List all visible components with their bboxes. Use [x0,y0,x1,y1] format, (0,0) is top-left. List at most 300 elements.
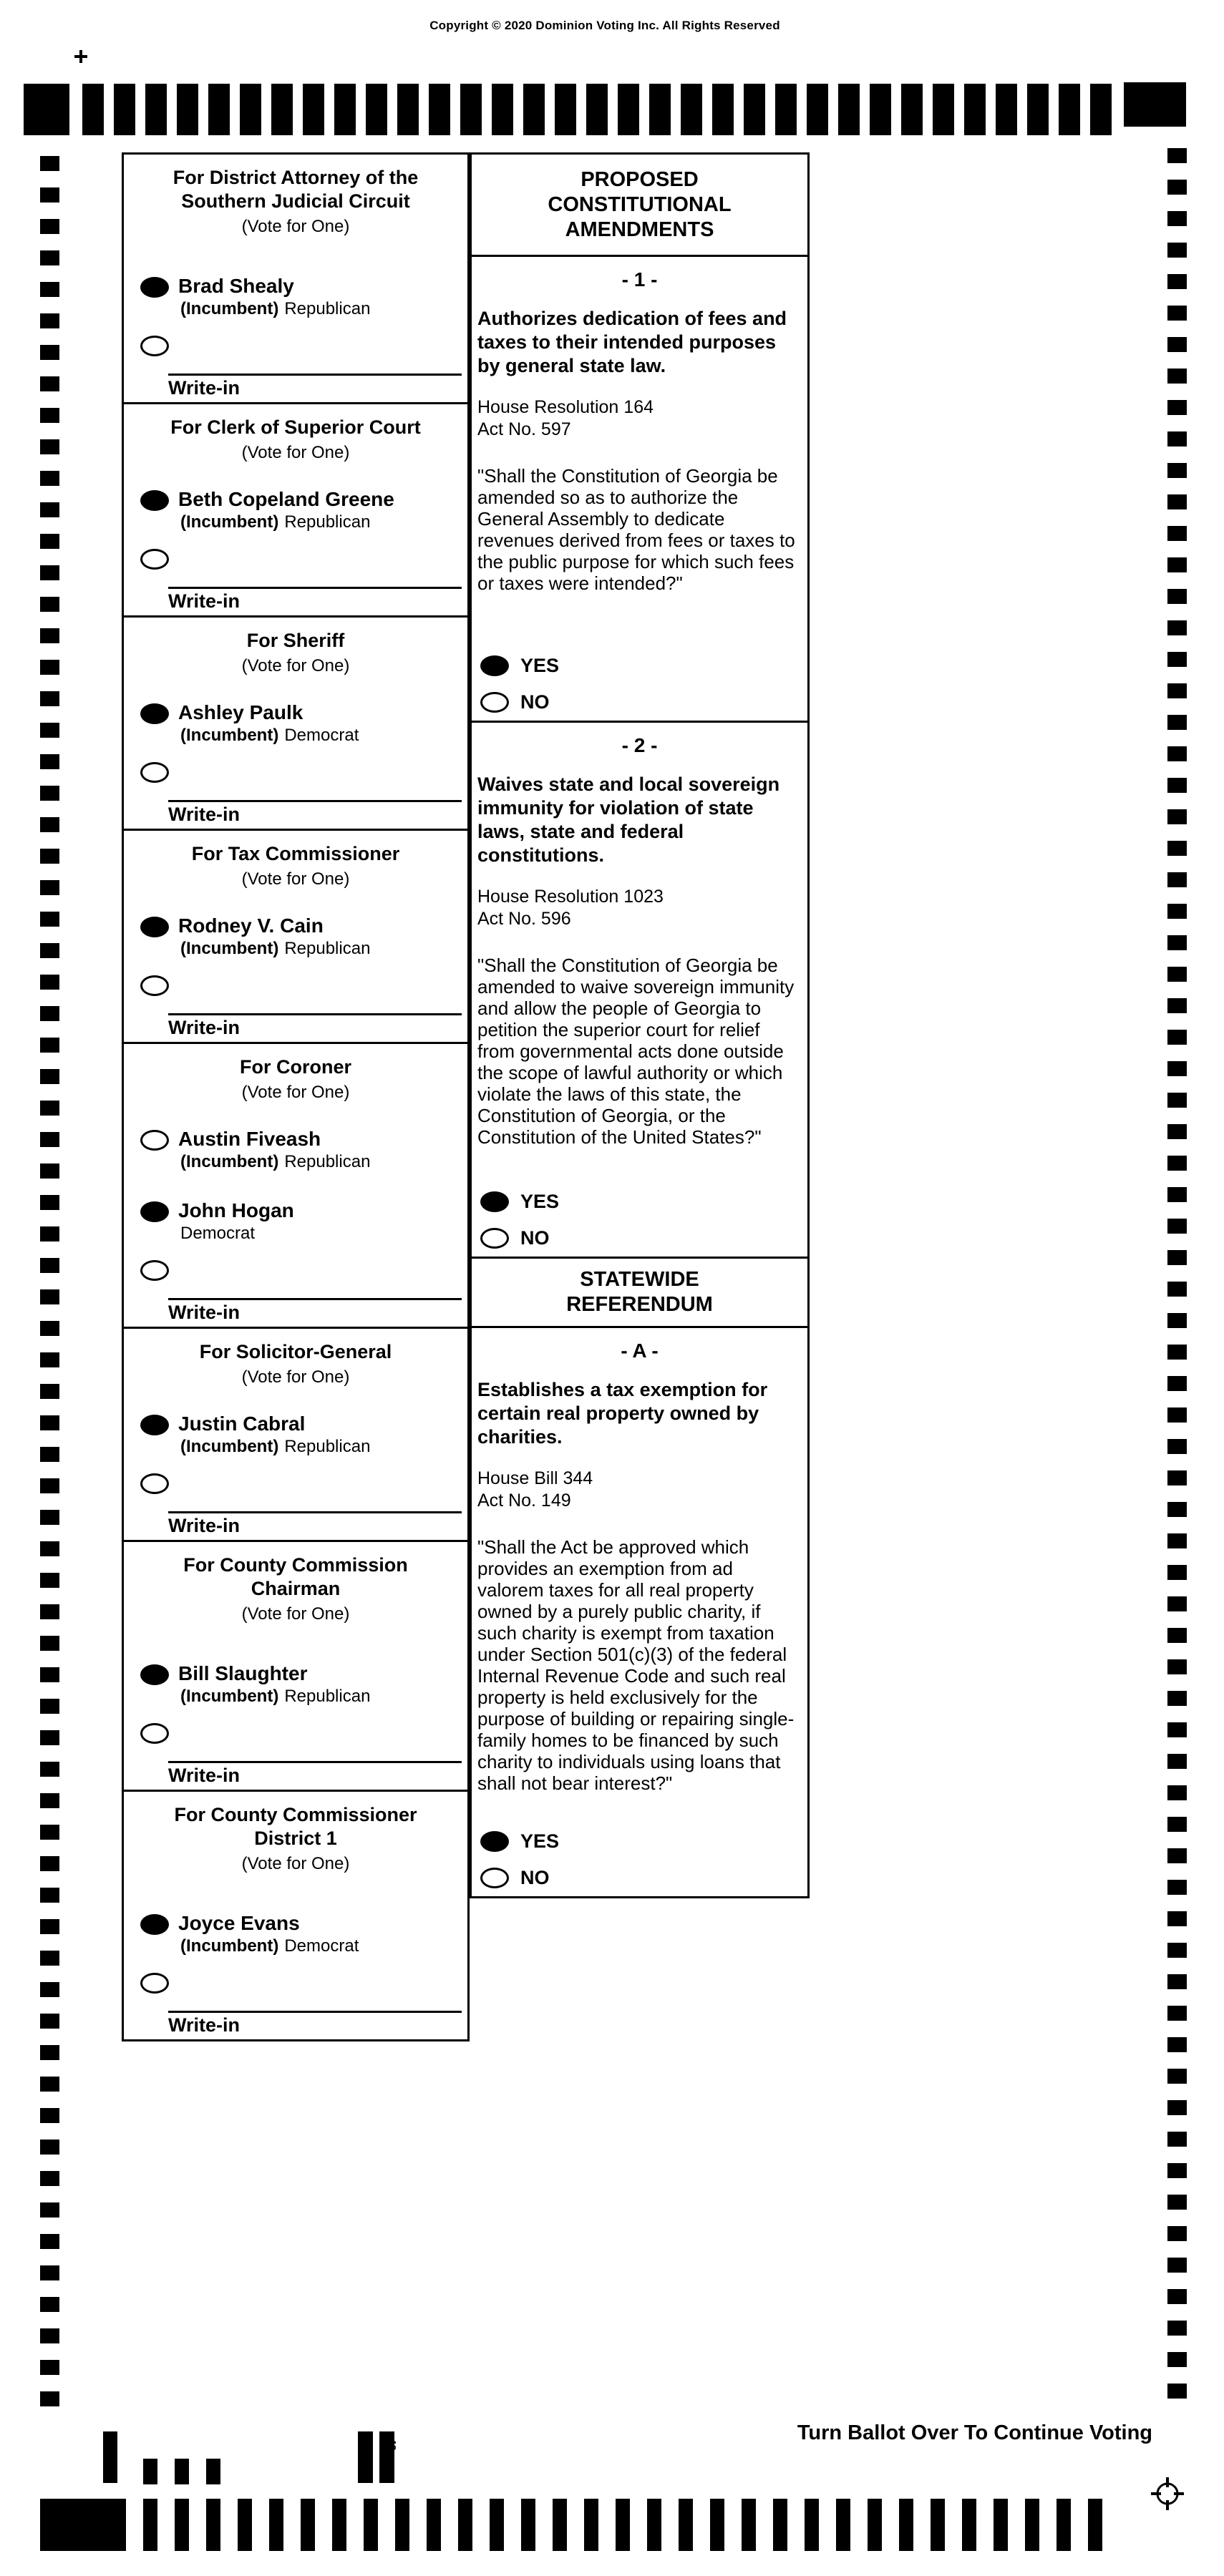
timing-mark [1167,337,1187,352]
candidate-oval[interactable] [140,1664,169,1685]
timing-mark [40,565,59,580]
timing-mark [40,219,59,234]
yes-label: YES [520,655,560,676]
measures-column [470,152,810,1898]
write-in-oval[interactable] [140,336,169,356]
write-in-oval[interactable] [140,1723,169,1744]
timing-mark [1167,526,1187,541]
timing-mark [40,754,59,769]
party-name: Republican [284,299,371,318]
measure-question: "Shall the Act be approved which provides an exemption from ad valorem taxes for all real property owned by a purely public charity, if such charity is exempt from taxation under Section 501(c)(3) of the federal Internal Revenue Code and such real property is held exclusively for the purpose of building or repairing single-family homes to be financed by such charity to individuals using loans that shall not bear interest?" [477,1536,795,1794]
candidate-list [124,1913,467,1984]
contest-title [124,1044,467,1079]
stub-code: 42 [386,2439,398,2451]
party-name: Republican [284,1437,371,1456]
timing-mark [618,84,639,135]
timing-mark [40,1415,59,1430]
timing-mark [208,84,230,135]
no-label: NO [520,1867,550,1888]
timing-mark [40,943,59,958]
party-name: Republican [284,1152,371,1171]
timing-mark [1167,1565,1187,1580]
write-in-area[interactable] [168,1013,462,1039]
candidate-info [178,1913,359,1956]
timing-mark [40,1352,59,1367]
timing-mark [1167,306,1187,321]
contest-title-line: Southern Judicial Circuit [181,190,410,212]
candidate-oval[interactable] [140,703,169,724]
authority-line: House Resolution 1023 [477,887,664,907]
timing-mark [40,2014,59,2029]
timing-mark [1167,1061,1187,1076]
timing-mark [1167,2069,1187,2084]
candidate-oval[interactable] [140,277,169,298]
timing-mark [1167,1502,1187,1517]
timing-mark [1167,1093,1187,1108]
timing-mark [40,2297,59,2312]
timing-mark [1167,1533,1187,1548]
timing-mark [238,2499,252,2551]
vote-for-instruction: (Vote for One) [241,1367,350,1387]
candidate-oval[interactable] [140,1914,169,1935]
candidate-list [124,702,467,774]
header-line: AMENDMENTS [565,218,714,241]
timing-mark [1167,2132,1187,2147]
candidate-info [178,702,359,745]
candidate-list [124,275,467,347]
no-oval[interactable] [480,1868,509,1888]
timing-mark [490,2499,504,2551]
candidate-party-line [180,513,394,532]
write-in-oval[interactable] [140,975,169,996]
candidate-name: Brad Shealy [178,275,294,297]
timing-mark [1167,1282,1187,1297]
timing-mark [40,723,59,738]
candidate-row [124,1128,467,1200]
candidate-name: Justin Cabral [178,1413,306,1435]
authority-line: House Resolution 164 [477,397,654,417]
timing-mark [40,786,59,801]
timing-mark [366,84,387,135]
candidate-info [178,1663,370,1706]
timing-mark [114,84,135,135]
timing-mark [1167,211,1187,226]
candidate-oval[interactable] [140,917,169,937]
party-name: Democrat [284,1936,359,1956]
timing-mark [1167,1817,1187,1832]
timing-mark [1167,180,1187,195]
timing-mark [40,880,59,895]
timing-mark [460,84,482,135]
timing-mark [1167,746,1187,761]
measure-question: "Shall the Constitution of Georgia be amended so as to authorize the General Assembly to dedicate revenues derived from fees or taxes to the public purpose for which such fees or taxes were intended?" [477,465,795,594]
measure-box [470,721,810,1259]
timing-mark [40,1101,59,1116]
write-in-label: Write-in [168,590,240,612]
candidate-oval[interactable] [140,1415,169,1435]
candidate-party-line [180,300,370,318]
timing-mark [1167,904,1187,919]
timing-mark [40,2202,59,2218]
write-in-label: Write-in [168,1515,240,1536]
timing-mark [523,84,545,135]
timing-mark [40,282,59,297]
candidate-info [178,275,370,318]
timing-mark [303,84,324,135]
contest-title-line: For County Commission [183,1554,408,1576]
timing-mark [40,2234,59,2249]
yes-oval[interactable] [480,1831,509,1852]
timing-mark [40,1636,59,1651]
party-name: Democrat [180,1224,256,1243]
incumbent-tag: (Incumbent) [180,939,279,958]
timing-mark [899,2499,913,2551]
write-in-area[interactable] [168,1761,462,1787]
candidate-oval[interactable] [140,1201,169,1222]
timing-mark [40,1919,59,1934]
candidate-info [178,1200,294,1243]
timing-mark [870,84,891,135]
authority-line: House Bill 344 [477,1468,593,1488]
authority-line: Act No. 596 [477,909,571,929]
timing-mark [82,84,104,135]
timing-mark [1167,1911,1187,1926]
timing-mark [175,2459,189,2484]
write-in-area[interactable] [168,374,462,399]
contest-title [124,404,467,439]
write-in-area[interactable] [168,1298,462,1324]
candidate-party-line [180,1687,370,1706]
timing-mark [40,1038,59,1053]
authority-line: Act No. 597 [477,419,571,439]
measure-authority [472,1449,807,1512]
timing-mark [206,2499,220,2551]
party-name: Republican [284,939,371,958]
timing-mark [1167,652,1187,667]
timing-mark [1167,998,1187,1013]
timing-mark [40,1604,59,1619]
candidate-oval[interactable] [140,1130,169,1151]
yes-no-choices [480,655,559,713]
contest-title [124,155,467,213]
contest-box [122,1540,470,1792]
no-row [480,1867,559,1889]
timing-mark [1167,1250,1187,1265]
candidate-list [124,489,467,560]
write-in-oval[interactable] [140,1973,169,1994]
write-in-area[interactable] [168,2011,462,2036]
timing-mark [649,84,671,135]
timing-mark [40,691,59,706]
timing-mark [1124,82,1186,127]
write-in-label: Write-in [168,804,240,825]
timing-mark [40,502,59,517]
timing-mark [40,439,59,454]
timing-mark [1167,715,1187,730]
contest-box [122,1327,470,1542]
contest-title-line: For County Commissioner [174,1804,417,1825]
timing-mark [744,84,765,135]
measure-summary: Establishes a tax exemption for certain real property owned by charities. [477,1379,768,1448]
timing-mark [24,84,69,135]
timing-mark [40,1510,59,1525]
candidate-list [124,1663,467,1735]
candidate-info [178,1413,370,1456]
timing-mark [40,1856,59,1871]
registration-plus-icon [74,50,87,63]
incumbent-tag: (Incumbent) [180,299,279,318]
measure-box [470,1326,810,1898]
timing-mark [1167,494,1187,509]
timing-mark [103,2431,117,2483]
candidate-party-line [180,1438,370,1456]
timing-mark [1167,1659,1187,1674]
timing-mark [1088,2499,1102,2551]
timing-mark [1167,557,1187,572]
timing-mark [586,84,608,135]
timing-mark [1167,872,1187,887]
timing-mark [996,84,1017,135]
write-in-area[interactable] [168,587,462,613]
timing-mark [1167,1407,1187,1423]
timing-mark [40,313,59,328]
timing-mark [1167,1124,1187,1139]
timing-mark [1167,2352,1187,2367]
measure-question: "Shall the Constitution of Georgia be amended to waive sovereign immunity and allow the people of Georgia to petition the superior court for relief from governmental acts done outside the scope of lawful authority or which violate the laws of this state, the Constitution of Georgia, or the Constitution of the United States?" [477,955,795,1148]
vote-for-instruction: (Vote for One) [241,217,350,236]
timing-mark [1167,1974,1187,1989]
timing-mark [40,1289,59,1304]
candidate-row [124,915,467,987]
write-in-label: Write-in [168,1765,240,1786]
timing-mark [584,2499,598,2551]
timing-mark [1167,809,1187,824]
vote-for-instruction: (Vote for One) [241,1083,350,1102]
measure-number: - 1 - [621,268,658,291]
incumbent-tag: (Incumbent) [180,512,279,532]
write-in-oval[interactable] [140,1473,169,1494]
timing-mark [521,2499,535,2551]
contest-title-line: For District Attorney of the [173,167,419,188]
timing-mark [301,2499,315,2551]
timing-mark [1025,2499,1039,2551]
candidate-name: Ashley Paulk [178,701,303,723]
timing-mark [1167,1187,1187,1202]
candidate-row [124,489,467,560]
candidate-party-line [180,1224,294,1243]
timing-mark [555,84,576,135]
measure-summary: Authorizes dedication of fees and taxes to their intended purposes by general state law. [477,308,787,376]
candidate-row [124,275,467,347]
write-in-label: Write-in [168,1302,240,1323]
timing-mark [553,2499,567,2551]
header-line: REFERENDUM [566,1293,713,1316]
timing-mark [1167,2163,1187,2178]
candidate-info [178,489,394,532]
contest-box [122,615,470,831]
timing-mark [40,1951,59,1966]
timing-mark [1167,1880,1187,1895]
timing-mark [40,534,59,549]
timing-mark [1167,1219,1187,1234]
write-in-oval[interactable] [140,762,169,783]
yes-label: YES [520,1191,560,1212]
timing-mark [40,912,59,927]
timing-mark [1167,1691,1187,1706]
timing-mark [206,2459,220,2484]
write-in-label: Write-in [168,2014,240,2036]
timing-mark [40,1132,59,1147]
incumbent-tag: (Incumbent) [180,1152,279,1171]
timing-mark [1167,243,1187,258]
write-in-area[interactable] [168,1511,462,1537]
no-oval[interactable] [480,1228,509,1249]
timing-mark [40,1384,59,1399]
timing-mark [1167,148,1187,163]
candidate-row [124,702,467,774]
timing-mark [1167,1754,1187,1769]
vote-for-instruction: (Vote for One) [241,1604,350,1624]
timing-mark [40,250,59,265]
timing-mark [40,849,59,864]
timing-mark [40,1541,59,1556]
timing-mark [1167,935,1187,950]
timing-mark [868,2499,882,2551]
candidate-list [124,1128,467,1272]
timing-mark [145,84,167,135]
candidate-party-line [180,940,370,958]
write-in-oval[interactable] [140,549,169,570]
measure-number: - A - [621,1340,659,1362]
yes-row [480,1191,559,1213]
timing-mark [805,2499,819,2551]
contest-title [124,1542,467,1601]
timing-mark [994,2499,1008,2551]
timing-mark [40,817,59,832]
timing-mark [40,628,59,643]
measure-number: - 2 - [621,734,658,756]
timing-mark [40,187,59,203]
timing-mark [1167,1345,1187,1360]
candidate-list [124,1413,467,1485]
contest-title-line: For Sheriff [246,630,345,651]
timing-mark [838,84,860,135]
contest-box [122,1790,470,2041]
timing-mark [962,2499,976,2551]
candidate-oval[interactable] [140,490,169,511]
candidate-row [124,1663,467,1735]
timing-mark [1167,1628,1187,1643]
timing-mark [40,376,59,391]
timing-mark [1167,589,1187,604]
measure-summary: Waives state and local sovereign immunity for violation of state laws, state and federal constitutions. [477,774,780,866]
timing-mark [40,2108,59,2123]
timing-mark [40,1069,59,1084]
vote-for-instruction: (Vote for One) [241,869,350,889]
amendments-header [470,152,810,257]
contest-box [122,402,470,618]
no-oval[interactable] [480,692,509,713]
timing-mark [775,84,797,135]
timing-mark [1167,2289,1187,2304]
measure-authority [472,378,807,441]
referendum-header [470,1257,810,1328]
timing-mark [40,1573,59,1588]
timing-mark [492,84,513,135]
timing-mark [1167,1439,1187,1454]
candidate-info [178,1128,370,1171]
yes-oval[interactable] [480,655,509,676]
write-in-oval[interactable] [140,1260,169,1281]
timing-mark [364,2499,378,2551]
write-in-label: Write-in [168,377,240,399]
contest-title-line: District 1 [254,1828,337,1849]
registration-target-icon [1148,2474,1187,2513]
timing-mark [40,1478,59,1493]
timing-mark [40,660,59,675]
candidate-list [124,915,467,987]
timing-mark [40,2265,59,2280]
timing-mark [40,1667,59,1682]
timing-mark [40,1730,59,1745]
timing-mark [458,2499,472,2551]
header-line: STATEWIDE [580,1268,699,1291]
contest-title [124,1329,467,1364]
timing-mark [1167,2037,1187,2052]
candidate-name: Austin Fiveash [178,1128,321,1150]
contest-title-line: For Tax Commissioner [191,843,400,864]
yes-no-choices [480,1830,559,1889]
copyright-line: Copyright © 2020 Dominion Voting Inc. All Rights Reserved [429,19,780,32]
timing-mark [40,2140,59,2155]
vote-for-instruction: (Vote for One) [241,656,350,675]
timing-mark [269,2499,283,2551]
timing-mark [1167,620,1187,635]
timing-mark [1167,2384,1187,2399]
candidate-party-line [180,1937,359,1956]
timing-mark [1167,2258,1187,2273]
timing-mark [1167,1785,1187,1800]
timing-mark [40,1699,59,1714]
timing-mark [1057,2499,1071,2551]
timing-mark [395,2499,409,2551]
contest-box [122,1042,470,1329]
timing-mark [40,1195,59,1210]
timing-mark [1059,84,1080,135]
contest-title-line: For Coroner [239,1056,351,1078]
timing-mark [933,84,954,135]
timing-mark [40,1982,59,1997]
timing-mark [40,408,59,423]
timing-mark [40,1258,59,1273]
timing-mark [901,84,923,135]
timing-mark [1167,683,1187,698]
timing-mark [1167,369,1187,384]
timing-mark [1167,2226,1187,2241]
timing-mark [1167,1596,1187,1611]
contest-title-line: For Solicitor-General [199,1341,392,1362]
timing-mark [1090,84,1112,135]
yes-oval[interactable] [480,1191,509,1212]
timing-mark [1167,2006,1187,2021]
timing-mark [681,84,702,135]
write-in-area[interactable] [168,800,462,826]
vote-for-instruction: (Vote for One) [241,1854,350,1873]
measure-authority [472,867,807,930]
timing-mark [334,84,356,135]
contest-title [124,618,467,653]
timing-mark [1167,1030,1187,1045]
